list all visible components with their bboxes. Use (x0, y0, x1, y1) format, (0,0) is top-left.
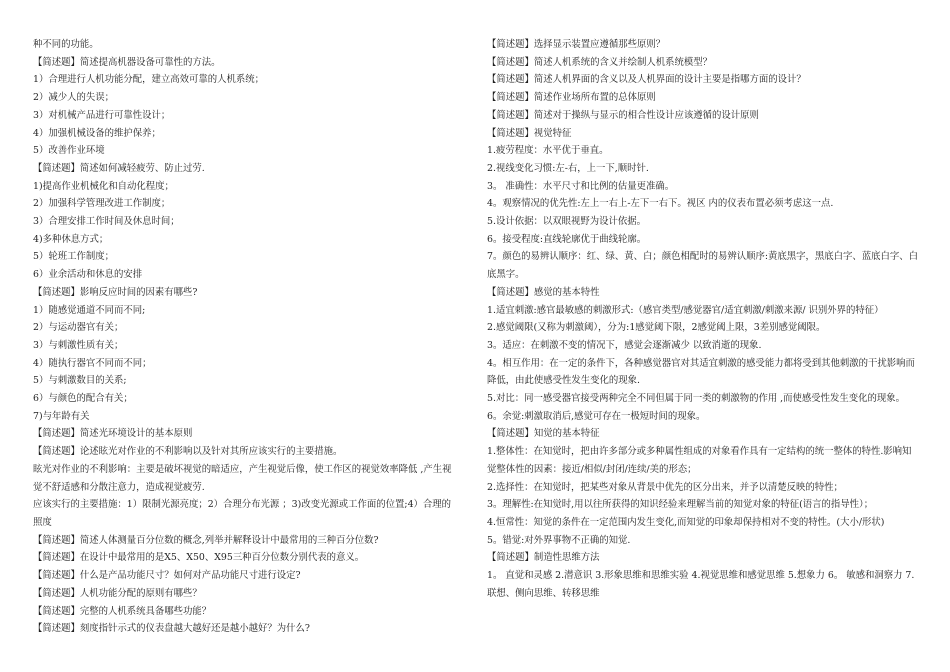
text-line: 3）与刺激性质有关； (33, 339, 124, 351)
text-line: 【简述题】简述人体测量百分位数的概念,列举并解释设计中最常用的三种百分位数? (33, 534, 379, 546)
text-line: 4。相互作用：在一定的条件下，各种感觉器官对其适宜刺激的感受能力都将受到其他刺激的干扰影响而降低，由此使感受性发生变化的现象. (487, 357, 915, 387)
text-line: 7)与年龄有关 (33, 410, 90, 422)
text-line: 【简述题】简述光环境设计的基本原则 (33, 428, 193, 440)
text-line: 2.感觉阈限(又称为刺激阈），分为:1感觉阈下限，2感觉阈上限，3差别感觉阈限。 (487, 322, 826, 334)
text-line: 【简述题】人机功能分配的原则有哪些？ (33, 587, 202, 599)
text-line: 6）与颜色的配合有关； (33, 393, 133, 405)
text-line: 【简述题】视觉特征 (487, 127, 572, 139)
text-line: 【简述题】简述人机系统的含义并绘制人机系统模型？ (487, 56, 713, 68)
text-line: 【简述题】简述如何减轻疲劳、防止过劳. (33, 162, 205, 174)
text-line: 1）随感觉通道不同而不同; (33, 304, 146, 316)
text-line: 5。错觉:对外界事物不正确的知觉. (487, 534, 631, 546)
text-line: 1.适宜刺激:感官最敏感的刺激形式:（感官类型/感觉器官/适宜刺激/刺激来源/ 识别外界的特征） (487, 304, 884, 316)
text-line: 【简述题】论述眩光对作业的不利影响以及针对其所应该实行的主要措施。 (33, 446, 343, 458)
text-line: 2）减少人的失误； (33, 92, 114, 104)
text-line: 【简述题】简述人机界面的含义以及人机界面的设计主要是指哪方面的设计？ (487, 74, 806, 86)
text-line: 眩光对作业的不利影响：主要是破坏视觉的暗适应，产生视觉后像，使工作区的视觉效率降低 ,产生视觉不舒适感和分散注意力，造成视觉疲劳. (33, 463, 452, 493)
text-line: 1）合理进行人机功能分配，建立高效可靠的人机系统； (33, 74, 264, 86)
text-line: 2）加强科学管理改进工作制度； (33, 198, 171, 210)
text-line: 1.整体性：在知觉时，把由许多部分或多种属性组成的对象看作具有一定结构的统一整体的特性.影响知觉整体性的因素：接近/相似/封闭/连续/美的形态； (487, 446, 912, 475)
text-line: 1。 直觉和灵感 2.潜意识 3.形象思维和思维实验 4.视觉思维和感觉思维 5.想象力 6。 敏感和洞察力 7.联想、侧向思维、转移思维 (487, 570, 915, 599)
text-line: 【简述题】知觉的基本特征 (487, 428, 600, 440)
text-line: 种不同的功能。 (33, 39, 99, 50)
text-line: 3。理解性:在知觉时,用以往所获得的知识经验来理解当前的知觉对象的特征(语言的指导性）； (487, 499, 874, 511)
text-line: 【简述题】感觉的基本特性 (487, 286, 600, 298)
text-line: 3。 准确性：水平尺寸和比例的估量更准确。 (487, 180, 675, 192)
text-line: 3）对机械产品进行可靠性设计； (33, 109, 171, 121)
text-line: 5.对比：同一感受器官接受两种完全不同但属于同一类的刺激物的作用 ,而使感受性发生变化的现象。 (487, 393, 906, 405)
text-line: 【简述题】刻度指针示式的仪表盘越大越好还是越小越好？为什么? (33, 623, 310, 635)
text-line: 【简述题】在设计中最常用的是X5、X50、X95三种百分位数分别代表的意义。 (33, 552, 365, 564)
right-column (487, 36, 919, 603)
text-line: 4.恒常性：知觉的条件在一定范围内发生变化,而知觉的印象却保持相对不变的特性。(大小/形状) (487, 516, 885, 528)
text-line: 2.视线变化习惯:左-右，上一下,顺时针. (487, 162, 649, 174)
text-line: 1.疲劳程度：水平优于垂直。 (487, 145, 609, 157)
text-line: 【简述题】完整的人机系统具备哪些功能？ (33, 605, 212, 617)
text-line: 4）随执行器官不同而不同； (33, 357, 152, 369)
text-line: 应该实行的主要措施：1）限制光源亮度；2）合理分布光源 ；3)改变光源或工作面的位置;4）合理的照度 (33, 499, 452, 528)
text-line: 5）改善作业环境 (33, 145, 105, 157)
text-line: 3）合理安排工作时间及休息时间； (33, 216, 180, 228)
text-line: 【简述题】简述作业场所布置的总体原则 (487, 92, 656, 104)
text-line: 2.选择性：在知觉时，把某些对象从背景中优先的区分出来，并予以清楚反映的特性； (487, 481, 843, 493)
text-line: 6）业余活动和休息的安排 (33, 269, 143, 281)
text-line: 7。颜色的易辨认顺序：红、绿、黄、白；颜色相配时的易辨认顺序:黄底黑字，黑底白字、蓝底白字、白底黑字。 (487, 251, 919, 281)
text-line: 2）与运动器官有关； (33, 322, 124, 334)
text-line: 4)多种休息方式； (33, 233, 109, 245)
text-line: 1)提高作业机械化和自动化程度； (33, 180, 174, 192)
text-line: 【简述题】简述对于操纵与显示的相合性设计应该遵循的设计原则 (487, 109, 759, 121)
text-line: 6。接受程度:直线轮廓优于曲线轮廓。 (487, 233, 647, 245)
text-line: 【简述题】制造性思维方法 (487, 552, 600, 564)
text-line: 【简述题】简述提高机器设备可靠性的方法。 (33, 56, 221, 68)
text-line: 6。余觉:刺激取消后,感觉可存在一极短时间的现象。 (487, 410, 706, 422)
text-line: 5）与刺激数目的关系; (33, 375, 127, 387)
text-line: 5.设计依据：以双眼视野为设计依据。 (487, 216, 646, 228)
text-line: 【简述题】影响反应时间的因素有哪些? (33, 286, 198, 298)
text-line: 【简述题】选择显示装置应遵循那些原则？ (487, 39, 666, 50)
text-line: 4）加强机械设备的维护保养； (33, 127, 161, 139)
text-line: 5）轮班工作制度； (33, 251, 114, 263)
left-column (33, 36, 453, 638)
text-line: 4。观察情况的优先性:左上一右上-左下一右下。视区 内的仪表布置必须考虑这一点. (487, 198, 834, 210)
text-line: 3。适应：在刺激不变的情况下，感觉会逐渐减少 以致消逝的现象. (487, 339, 762, 351)
text-line: 【简述题】什么是产品功能尺寸？如何对产品功能尺寸进行设定? (33, 570, 301, 582)
